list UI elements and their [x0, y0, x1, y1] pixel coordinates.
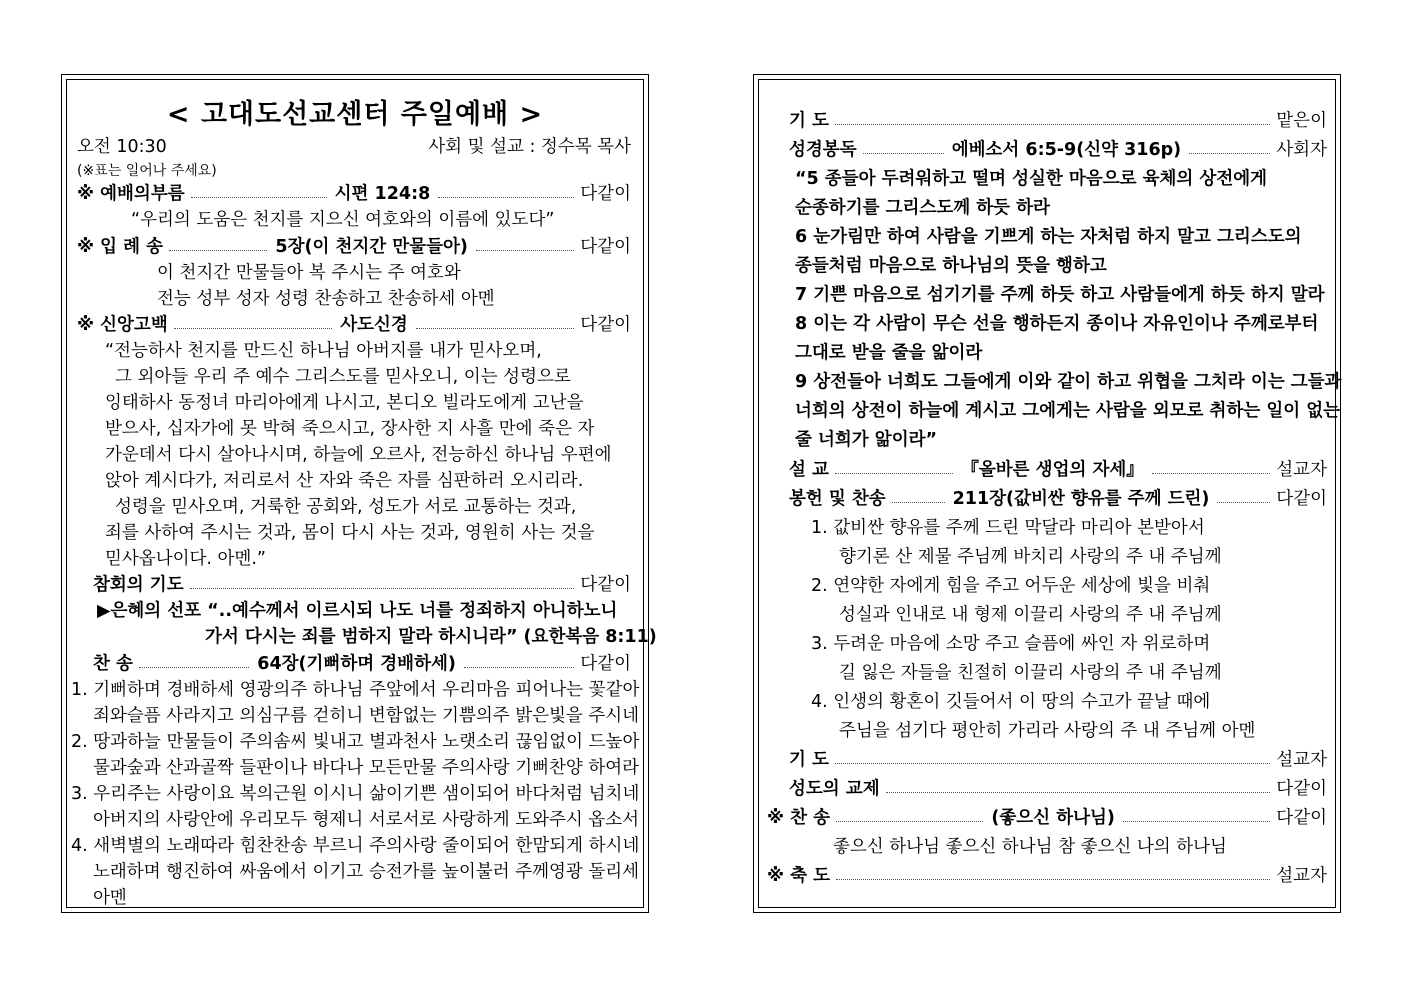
leader-dots — [1152, 473, 1270, 474]
creed-line: 잉태하사 동정녀 마리아에게 나시고, 본디오 빌라도에게 고난을 — [105, 393, 584, 413]
hymn-who: 다같이 — [580, 654, 631, 674]
hymn2-who: 다같이 — [1276, 808, 1328, 828]
leader-dots — [190, 588, 575, 589]
creed-line: 앉아 계시다가, 저리로서 산 자와 죽은 자를 심판하러 오시리라. — [105, 471, 584, 491]
sermon-row — [789, 457, 1327, 483]
scripture-line: 7 기쁜 마음으로 섬기기를 주께 하듯 하고 사람들에게 하듯 하지 말라 — [795, 285, 1325, 305]
offering-hymn-line: 1. 값비싼 향유를 주께 드린 막달라 마리아 본받아서 — [811, 518, 1205, 538]
scripture-line: 8 이는 각 사람이 무슨 선을 행하든지 종이나 자유인이나 주께로부터 — [795, 314, 1319, 334]
benediction-row — [767, 863, 1327, 889]
sermon-label: 설 교 — [789, 460, 829, 480]
left-bulletin-panel — [61, 74, 657, 913]
creed-line: 그 외아들 우리 주 예수 그리스도를 믿사오니, 이는 성령으로 — [115, 367, 571, 387]
prayer2-row — [789, 747, 1327, 773]
intro-who: 다같이 — [580, 237, 631, 257]
standing-note: (※표는 일어나 주세요) — [77, 163, 217, 179]
scripture-row — [789, 137, 1327, 163]
sermon-title: 『올바른 생업의 자세』 — [961, 460, 1144, 480]
scripture-line: 순종하기를 그리스도께 하듯 하라 — [795, 198, 1050, 218]
leader-dots — [835, 473, 953, 474]
creed-label: ※ 신앙고백 — [77, 315, 168, 335]
right-bulletin-panel — [753, 74, 1341, 913]
repentance-row — [93, 572, 631, 598]
leader-dots — [1217, 502, 1270, 503]
grace-line: 가서 다시는 죄를 범하지 말라 하시니라” (요한복음 8:11) — [205, 627, 657, 647]
creed-line: 받으사, 십자가에 못 박혀 죽으시고, 장사한 지 사흘 만에 죽은 자 — [105, 419, 595, 439]
bulletin-title: < 고대도선교센터 주일예배 > — [166, 99, 544, 130]
offering-label: 봉헌 및 찬송 — [789, 489, 886, 509]
hymn-ref: 64장(기뻐하며 경배하세) — [257, 654, 456, 674]
intro-line: 전능 성부 성자 성령 찬송하고 찬송하세 아멘 — [157, 289, 495, 309]
closing-hymn-row — [767, 805, 1327, 831]
hymn-line: 죄와슬픔 사라지고 의심구름 걷히니 변함없는 기쁨의주 밝은빛을 주시네 — [93, 706, 640, 726]
offering-hymn-line: 3. 두려운 마음에 소망 주고 슬픔에 싸인 자 위로하며 — [811, 634, 1211, 654]
call-label: ※ 예배의부름 — [77, 184, 185, 204]
leader-dots — [464, 667, 574, 668]
closing-hymn-text: 좋으신 하나님 좋으신 하나님 참 좋으신 나의 하나님 — [833, 837, 1227, 857]
prayer-who: 맡은이 — [1276, 111, 1327, 131]
leader-dots — [174, 328, 332, 329]
fellowship-row — [789, 776, 1327, 802]
hymn-line: 2. 땅과하늘 만물들이 주의솜씨 빛내고 별과천사 노랫소리 끊임없이 드높아 — [71, 732, 640, 752]
hymn-line: 아멘 — [93, 888, 127, 908]
scripture-line: 9 상전들아 너희도 그들에게 이와 같이 하고 위협을 그치라 이는 그들과 — [795, 372, 1342, 392]
hymn-line: 노래하며 행진하여 싸움에서 이기고 승전가를 높이불러 주께영광 돌리세 — [93, 862, 640, 882]
scripture-line: 줄 너희가 앎이라” — [795, 430, 938, 450]
leader-dots — [1123, 821, 1270, 822]
leader-dots — [476, 250, 574, 251]
intro-ref: 5장(이 천지간 만물들아) — [275, 237, 468, 257]
prayer2-who: 설교자 — [1276, 750, 1327, 770]
leader-dots — [863, 153, 944, 154]
hymn-label: 찬 송 — [93, 654, 133, 674]
creed-ref: 사도신경 — [340, 315, 408, 335]
leader-dots — [438, 197, 574, 198]
creed-who: 다같이 — [580, 315, 632, 335]
prayer-label: 기 도 — [789, 111, 829, 131]
creed-line: 성령을 믿사오며, 거룩한 공회와, 성도가 서로 교통하는 것과, — [115, 497, 577, 517]
offering-row — [789, 486, 1327, 512]
leader-dots — [1189, 153, 1270, 154]
leader-dots — [836, 821, 983, 822]
offering-hymn-line: 2. 연약한 자에게 힘을 주고 어두운 세상에 빛을 비춰 — [811, 576, 1211, 596]
leader-dots — [169, 250, 267, 251]
leader-dots — [835, 124, 1270, 125]
hymn2-ref: (좋으신 하나님) — [991, 808, 1115, 828]
scripture-line: 6 눈가림만 하여 사람을 기쁘게 하는 자처럼 하지 말고 그리스도의 — [795, 227, 1302, 247]
intro-hymn-row — [77, 234, 631, 260]
fellowship-who: 다같이 — [1276, 779, 1327, 799]
scripture-line: 종들처럼 마음으로 하나님의 뜻을 행하고 — [795, 256, 1107, 276]
leader-dots — [892, 502, 945, 503]
offering-ref: 211장(값비싼 향유를 주께 드린) — [952, 489, 1210, 509]
leader-dots — [191, 197, 327, 198]
hymn-line: 물과숲과 산과골짝 들판이나 바다나 모든만물 주의사랑 기뻐찬양 하여라 — [93, 758, 640, 778]
offering-hymn-line: 성실과 인내로 내 형제 이끌리 사랑의 주 내 주님께 — [839, 605, 1222, 625]
blessing-label: ※ 축 도 — [767, 866, 831, 886]
leader-dots — [836, 879, 1270, 880]
left-inner-border — [66, 79, 657, 908]
call-text: “우리의 도움은 천지를 지으신 여호와의 이름에 있도다” — [131, 210, 555, 230]
creed-line: 가운데서 다시 살아나시며, 하늘에 오르사, 전능하신 하나님 우편에 — [105, 445, 612, 465]
right-inner-border — [758, 79, 1342, 908]
call-to-worship-row — [77, 181, 631, 207]
reading-ref: 에베소서 6:5-9(신약 316p) — [951, 140, 1182, 160]
sermon-who: 설교자 — [1276, 460, 1327, 480]
leader-dots — [416, 328, 574, 329]
offering-hymn-line: 길 잃은 자들을 친절히 이끌리 사랑의 주 내 주님께 — [839, 663, 1222, 683]
leader-dots — [835, 763, 1270, 764]
creed-line: 믿사옵나이다. 아멘.” — [105, 549, 266, 569]
repent-label: 참회의 기도 — [93, 575, 184, 595]
creed-line: 죄를 사하여 주시는 것과, 몸이 다시 사는 것과, 영원히 사는 것을 — [105, 523, 595, 543]
reading-label: 성경봉독 — [789, 140, 857, 160]
scripture-line: 너희의 상전이 하늘에 계시고 그에게는 사람을 외모로 취하는 일이 없는 — [795, 401, 1341, 421]
reading-who: 사회자 — [1276, 140, 1327, 160]
scripture-line: 그대로 받을 줄을 앎이라 — [795, 343, 983, 363]
hymn-line: 아버지의 사랑안에 우리모두 형제니 서로서로 사랑하게 도와주시 옵소서 — [93, 810, 640, 830]
hymn-row — [93, 651, 631, 677]
service-leader: 사회 및 설교 : 정수목 목사 — [428, 137, 631, 157]
prayer-row — [789, 108, 1327, 134]
creed-line: “전능하사 천지를 만드신 하나님 아버지를 내가 믿사오며, — [105, 341, 542, 361]
leader-dots — [886, 792, 1271, 793]
fellowship-label: 성도의 교제 — [789, 779, 880, 799]
hymn2-label: ※ 찬 송 — [767, 808, 831, 828]
hymn-line: 1. 기뻐하며 경배하세 영광의주 하나님 주앞에서 우리마음 피어나는 꽃같아 — [71, 680, 640, 700]
intro-line: 이 천지간 만물들아 복 주시는 주 여호와 — [157, 263, 461, 283]
intro-label: ※ 입 례 송 — [77, 237, 164, 257]
leader-dots — [139, 667, 249, 668]
blessing-who: 설교자 — [1276, 866, 1327, 886]
offering-hymn-line: 향기론 산 제물 주님께 바치리 사랑의 주 내 주님께 — [839, 547, 1222, 567]
scripture-line: “5 종들아 두려워하고 떨며 성실한 마음으로 육체의 상전에게 — [795, 169, 1268, 189]
hymn-line: 4. 새벽별의 노래따라 힘찬찬송 부르니 주의사랑 줄이되어 한맘되게 하시네 — [71, 836, 640, 856]
prayer2-label: 기 도 — [789, 750, 829, 770]
offering-who: 다같이 — [1276, 489, 1328, 509]
grace-line: ▶은혜의 선포 “..예수께서 이르시되 나도 너를 정죄하지 아니하노니 — [97, 601, 618, 621]
hymn-line: 3. 우리주는 사랑이요 복의근원 이시니 삶이기쁜 샘이되어 바다처럼 넘치네 — [71, 784, 640, 804]
call-who: 다같이 — [580, 184, 631, 204]
creed-row — [77, 312, 631, 338]
offering-hymn-line: 4. 인생의 황혼이 깃들어서 이 땅의 수고가 끝날 때에 — [811, 692, 1211, 712]
service-time: 오전 10:30 — [77, 137, 167, 157]
call-ref: 시편 124:8 — [334, 184, 431, 204]
offering-hymn-line: 주님을 섬기다 평안히 가리라 사랑의 주 내 주님께 아멘 — [839, 721, 1256, 741]
repent-who: 다같이 — [580, 575, 631, 595]
